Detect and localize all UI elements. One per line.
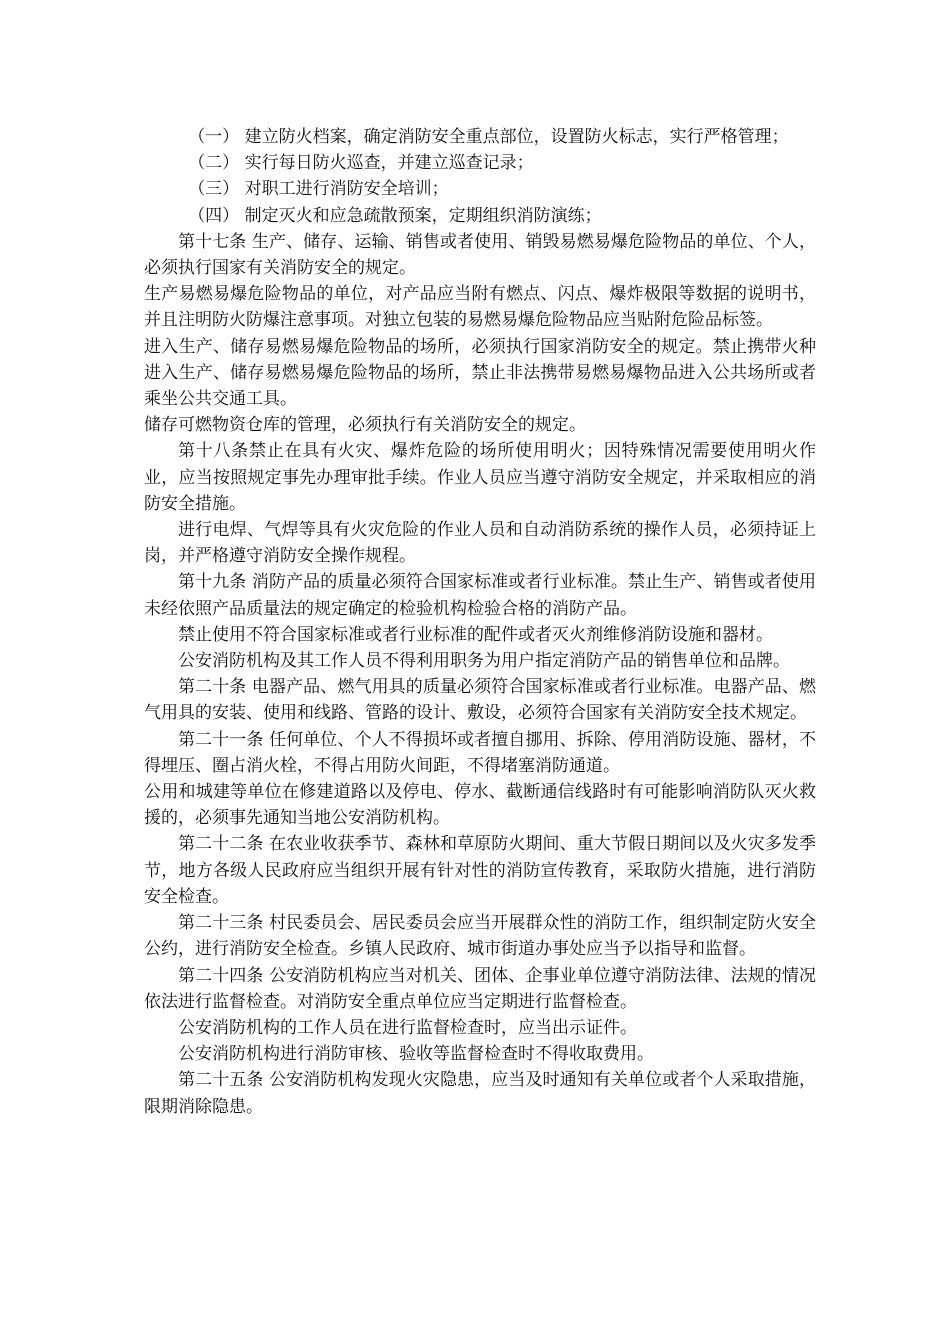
article-21: 第二十一条 任何单位、个人不得损坏或者擅自挪用、拆除、停用消防设施、器材，不得埋压、圈占消火栓，不得占用防火间距，不得堵塞消防通道。 [144, 729, 816, 776]
article-17-para-2: 生产易燃易爆危险物品的单位，对产品应当附有燃点、闪点、爆炸极限等数据的说明书，并且注明防火防爆注意事项。对独立包装的易燃易爆危险物品应当贴附危险品标签。 [144, 284, 816, 331]
article-24-para-3: 公安消防机构进行消防审核、验收等监督检查时不得收取费用。 [178, 1044, 654, 1065]
article-19: 第十九条 消防产品的质量必须符合国家标准或者行业标准。禁止生产、销售或者使用未经依照产品质量法的规定确定的检验机构检验合格的消防产品。 [144, 572, 816, 619]
article-21-para-2: 公用和城建等单位在修建道路以及停电、停水、截断通信线路时有可能影响消防队灭火救援的，必须事先通知当地公安消防机构。 [144, 782, 816, 829]
article-18: 第十八条禁止在具有火灾、爆炸危险的场所使用明火；因特殊情况需要使用明火作业，应当按照规定事先办理审批手续。作业人员应当遵守消防安全规定，并采取相应的消防安全措施。 [144, 441, 816, 514]
paragraph-item-3: （三） 对职工进行消防安全培训； [188, 179, 449, 200]
article-17-para-3: 进入生产、储存易燃易爆危险物品的场所，必须执行国家消防安全的规定。禁止携带火种进入生产、储存易燃易爆危险物品的场所，禁止非法携带易燃易爆物品进入公共场所或者乘坐公共交通工具。 [144, 336, 816, 410]
article-24-para-2: 公安消防机构的工作人员在进行监督检查时，应当出示证件。 [178, 1017, 637, 1038]
article-23: 第二十三条 村民委员会、居民委员会应当开展群众性的消防工作，组织制定防火安全公约，进行消防安全检查。乡镇人民政府、城市街道办事处应当予以指导和监督。 [144, 913, 816, 960]
article-22: 第二十二条 在农业收获季节、森林和草原防火期间、重大节假日期间以及火灾多发季节，地方各级人民政府应当组织开展有针对性的消防宣传教育，采取防火措施，进行消防安全检查。 [144, 834, 816, 907]
article-17: 第十七条 生产、储存、运输、销售或者使用、销毁易燃易爆危险物品的单位、个人，必须执行国家有关消防安全的规定。 [144, 231, 816, 279]
article-25: 第二十五条 公安消防机构发现火灾隐患，应当及时通知有关单位或者个人采取措施，限期消除隐患。 [144, 1070, 816, 1117]
article-18-para-2: 进行电焊、气焊等具有火灾危险的作业人员和自动消防系统的操作人员，必须持证上岗，并严格遵守消防安全操作规程。 [144, 520, 816, 567]
article-19-para-3: 公安消防机构及其工作人员不得利用职务为用户指定消防产品的销售单位和品牌。 [178, 651, 790, 672]
article-17-para-4: 储存可燃物资仓库的管理，必须执行有关消防安全的规定。 [144, 415, 586, 436]
paragraph-item-2: （二） 实行每日防火巡查，并建立巡查记录； [188, 153, 534, 174]
document-body [144, 124, 816, 1120]
paragraph-item-4: （四） 制定灭火和应急疏散预案，定期组织消防演练； [188, 205, 602, 226]
article-24: 第二十四条 公安消防机构应当对机关、团体、企事业单位遵守消防法律、法规的情况依法进行监督检查。对消防安全重点单位应当定期进行监督检查。 [144, 965, 816, 1012]
paragraph-item-1: （一） 建立防火档案，确定消防安全重点部位，设置防火标志，实行严格管理； [188, 127, 789, 147]
article-19-para-2: 禁止使用不符合国家标准或者行业标准的配件或者灭火剂维修消防设施和器材。 [178, 624, 773, 645]
article-20: 第二十条 电器产品、燃气用具的质量必须符合国家标准或者行业标准。电器产品、燃气用具的安装、使用和线路、管路的设计、敷设，必须符合国家有关消防安全技术规定。 [144, 677, 816, 724]
